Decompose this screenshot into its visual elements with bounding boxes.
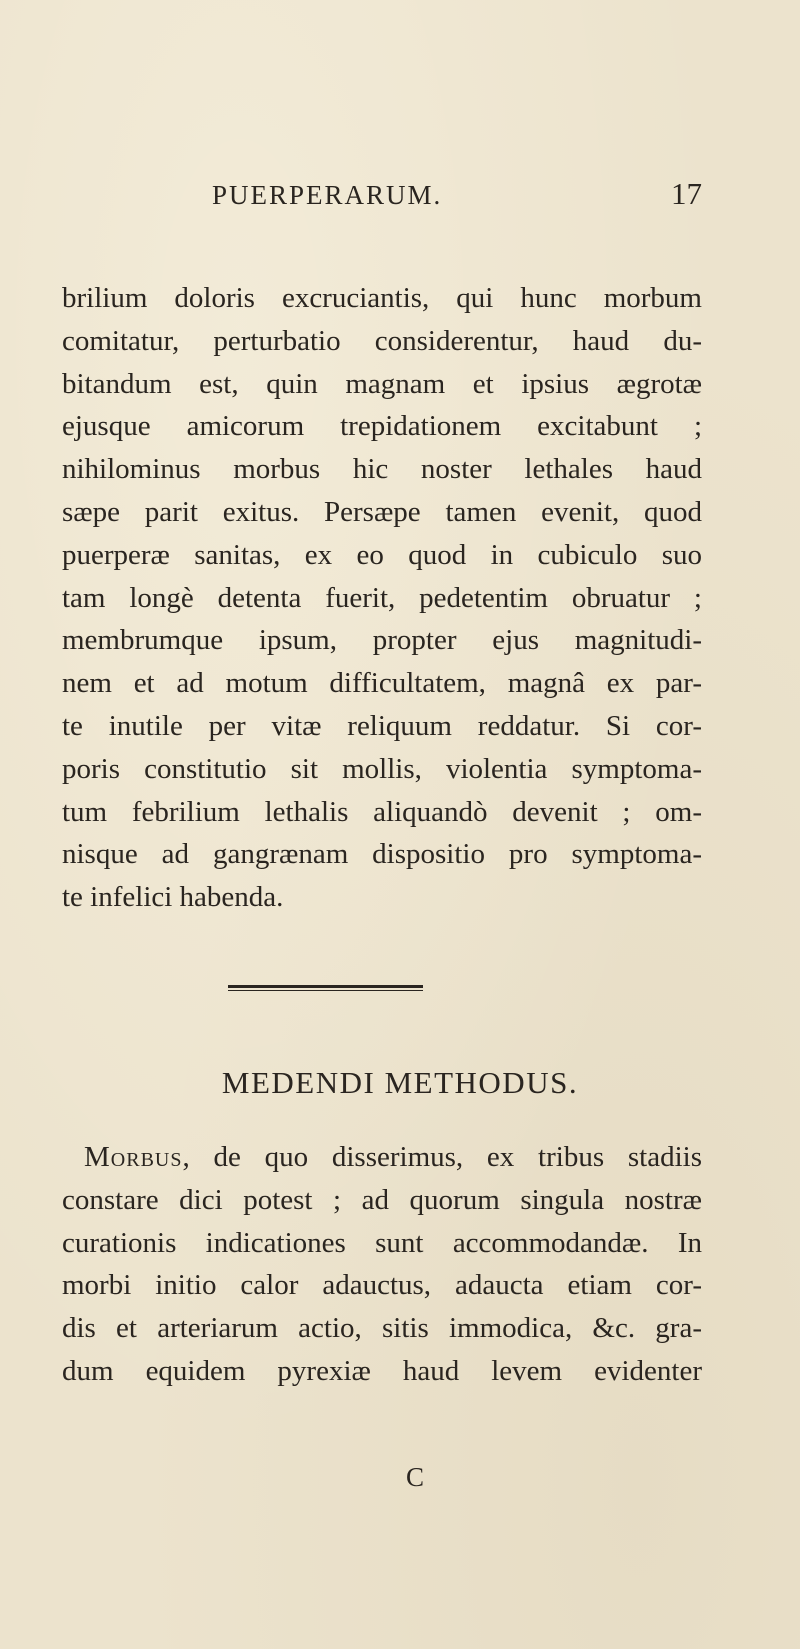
text-line: nisque ad gangrænam dispositio pro symptoma-: [62, 838, 702, 871]
body-paragraph-1: [62, 277, 702, 919]
text-line: curationis indicationes sunt accommodandæ. In: [62, 1226, 702, 1259]
text-line: te inutile per vitæ reliquum reddatur. Si cor-: [62, 709, 702, 742]
text-line: sæpe parit exitus. Persæpe tamen evenit, quod: [62, 495, 702, 528]
text-line: nem et ad motum difficultatem, magnâ ex par-: [62, 667, 702, 700]
text-line: membrumque ipsum, propter ejus magnitudi-: [62, 624, 702, 657]
text-line-first: [62, 1136, 702, 1179]
signature-mark: C: [406, 1462, 425, 1492]
lead-word: Morbus: [84, 1141, 183, 1173]
text-line: te infelici habenda.: [62, 881, 284, 914]
section-divider-rule: [228, 985, 423, 988]
running-head: [212, 176, 702, 220]
text-fragment: , de quo disserimus, ex tribus stadiis: [182, 1141, 702, 1173]
text-line: bitandum est, quin magnam et ipsius ægrotæ: [62, 367, 702, 400]
text-line: tum febrilium lethalis aliquandò devenit ; om-: [62, 795, 702, 828]
text-line: comitatur, perturbatio considerentur, haud du-: [62, 324, 702, 357]
text-line: dum equidem pyrexiæ haud levem evidenter: [62, 1354, 702, 1387]
text-line: dis et arteriarum actio, sitis immodica, &c. gra-: [62, 1312, 702, 1345]
page-number: 17: [671, 176, 702, 211]
text-line: constare dici potest ; ad quorum singula nostræ: [62, 1183, 702, 1216]
body-paragraph-2: [62, 1136, 702, 1393]
text-line: tam longè detenta fuerit, pedetentim obruatur ;: [62, 581, 702, 614]
text-line: morbi initio calor adauctus, adaucta etiam cor-: [62, 1269, 702, 1302]
text-line: poris constitutio sit mollis, violentia symptoma-: [62, 752, 702, 785]
text-line: nihilominus morbus hic noster lethales haud: [62, 453, 702, 486]
running-title: PUERPERARUM.: [212, 180, 443, 210]
text-line: ejusque amicorum trepidationem excitabunt ;: [62, 410, 702, 443]
text-line: brilium doloris excruciantis, qui hunc morbum: [62, 282, 702, 314]
text-line: puerperæ sanitas, ex eo quod in cubiculo suo: [62, 538, 702, 571]
section-heading: MEDENDI METHODUS.: [221, 1065, 579, 1100]
